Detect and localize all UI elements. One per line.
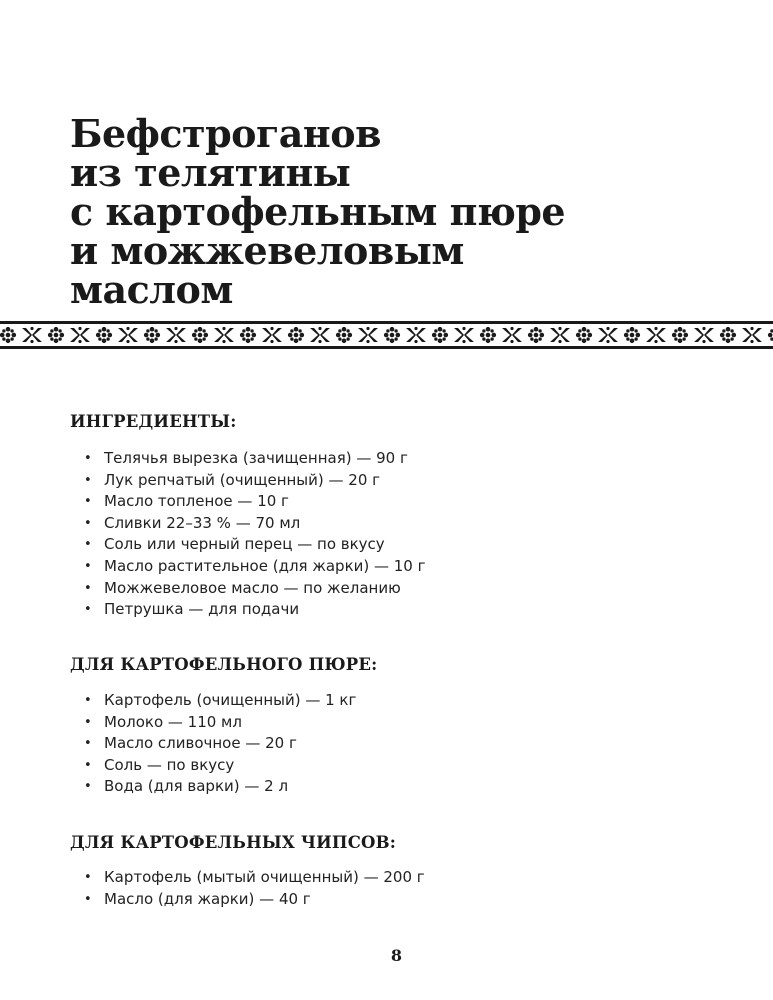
list-item: • Можжевеловое масло — по желанию bbox=[84, 578, 426, 600]
list-item: • Вода (для варки) — 2 л bbox=[84, 776, 356, 798]
bullet-icon: • bbox=[84, 580, 92, 596]
title-line: и можжевеловым bbox=[70, 228, 464, 273]
mashed-potatoes-list bbox=[84, 690, 356, 798]
list-item: • Сливки 22–33 % — 70 мл bbox=[84, 513, 426, 535]
list-item: • Масло топленое — 10 г bbox=[84, 491, 426, 513]
bullet-icon: • bbox=[84, 472, 92, 488]
section-heading-ingredients: ИНГРЕДИЕНТЫ: bbox=[70, 412, 237, 431]
bullet-icon: • bbox=[84, 515, 92, 531]
bullet-icon: • bbox=[84, 693, 92, 708]
bullet-icon: • bbox=[84, 558, 92, 574]
bullet-icon: • bbox=[84, 451, 92, 466]
list-item: • Телячья вырезка (зачищенная) — 90 г bbox=[84, 448, 426, 470]
list-item: • Лук репчатый (очищенный) — 20 г bbox=[84, 470, 426, 492]
ingredients-list bbox=[84, 448, 426, 621]
list-item: • Картофель (очищенный) — 1 кг bbox=[84, 690, 356, 712]
bullet-icon: • bbox=[84, 494, 92, 510]
recipe-title bbox=[70, 111, 566, 312]
bullet-icon: • bbox=[84, 891, 92, 907]
list-item: • Масло растительное (для жарки) — 10 г bbox=[84, 556, 426, 578]
title-line: маслом bbox=[70, 267, 233, 312]
list-item: • Масло (для жарки) — 40 г bbox=[84, 889, 425, 911]
list-item: • Соль или черный перец — по вкусу bbox=[84, 534, 426, 556]
page-number: 8 bbox=[390, 946, 403, 965]
folk-ornament-border bbox=[0, 320, 773, 350]
bullet-icon: • bbox=[84, 602, 92, 618]
title-line: из телятины bbox=[70, 150, 351, 195]
section-heading-potato-chips: ДЛЯ КАРТОФЕЛЬНЫХ ЧИПСОВ: bbox=[70, 833, 397, 852]
bullet-icon: • bbox=[84, 736, 92, 752]
potato-chips-list bbox=[84, 867, 425, 910]
bullet-icon: • bbox=[84, 779, 92, 795]
list-item: • Масло сливочное — 20 г bbox=[84, 733, 356, 755]
bullet-icon: • bbox=[84, 714, 92, 730]
title-line: с картофельным пюре bbox=[70, 189, 566, 234]
list-item: • Картофель (мытый очищенный) — 200 г bbox=[84, 867, 425, 889]
section-heading-mashed-potatoes: ДЛЯ КАРТОФЕЛЬНОГО ПЮРЕ: bbox=[70, 655, 378, 674]
list-item: • Петрушка — для подачи bbox=[84, 599, 426, 621]
bullet-icon: • bbox=[84, 870, 92, 885]
list-item: • Молоко — 110 мл bbox=[84, 712, 356, 734]
bullet-icon: • bbox=[84, 537, 92, 553]
list-item: • Соль — по вкусу bbox=[84, 755, 356, 777]
bullet-icon: • bbox=[84, 757, 92, 773]
title-line: Бефстроганов bbox=[70, 111, 381, 156]
